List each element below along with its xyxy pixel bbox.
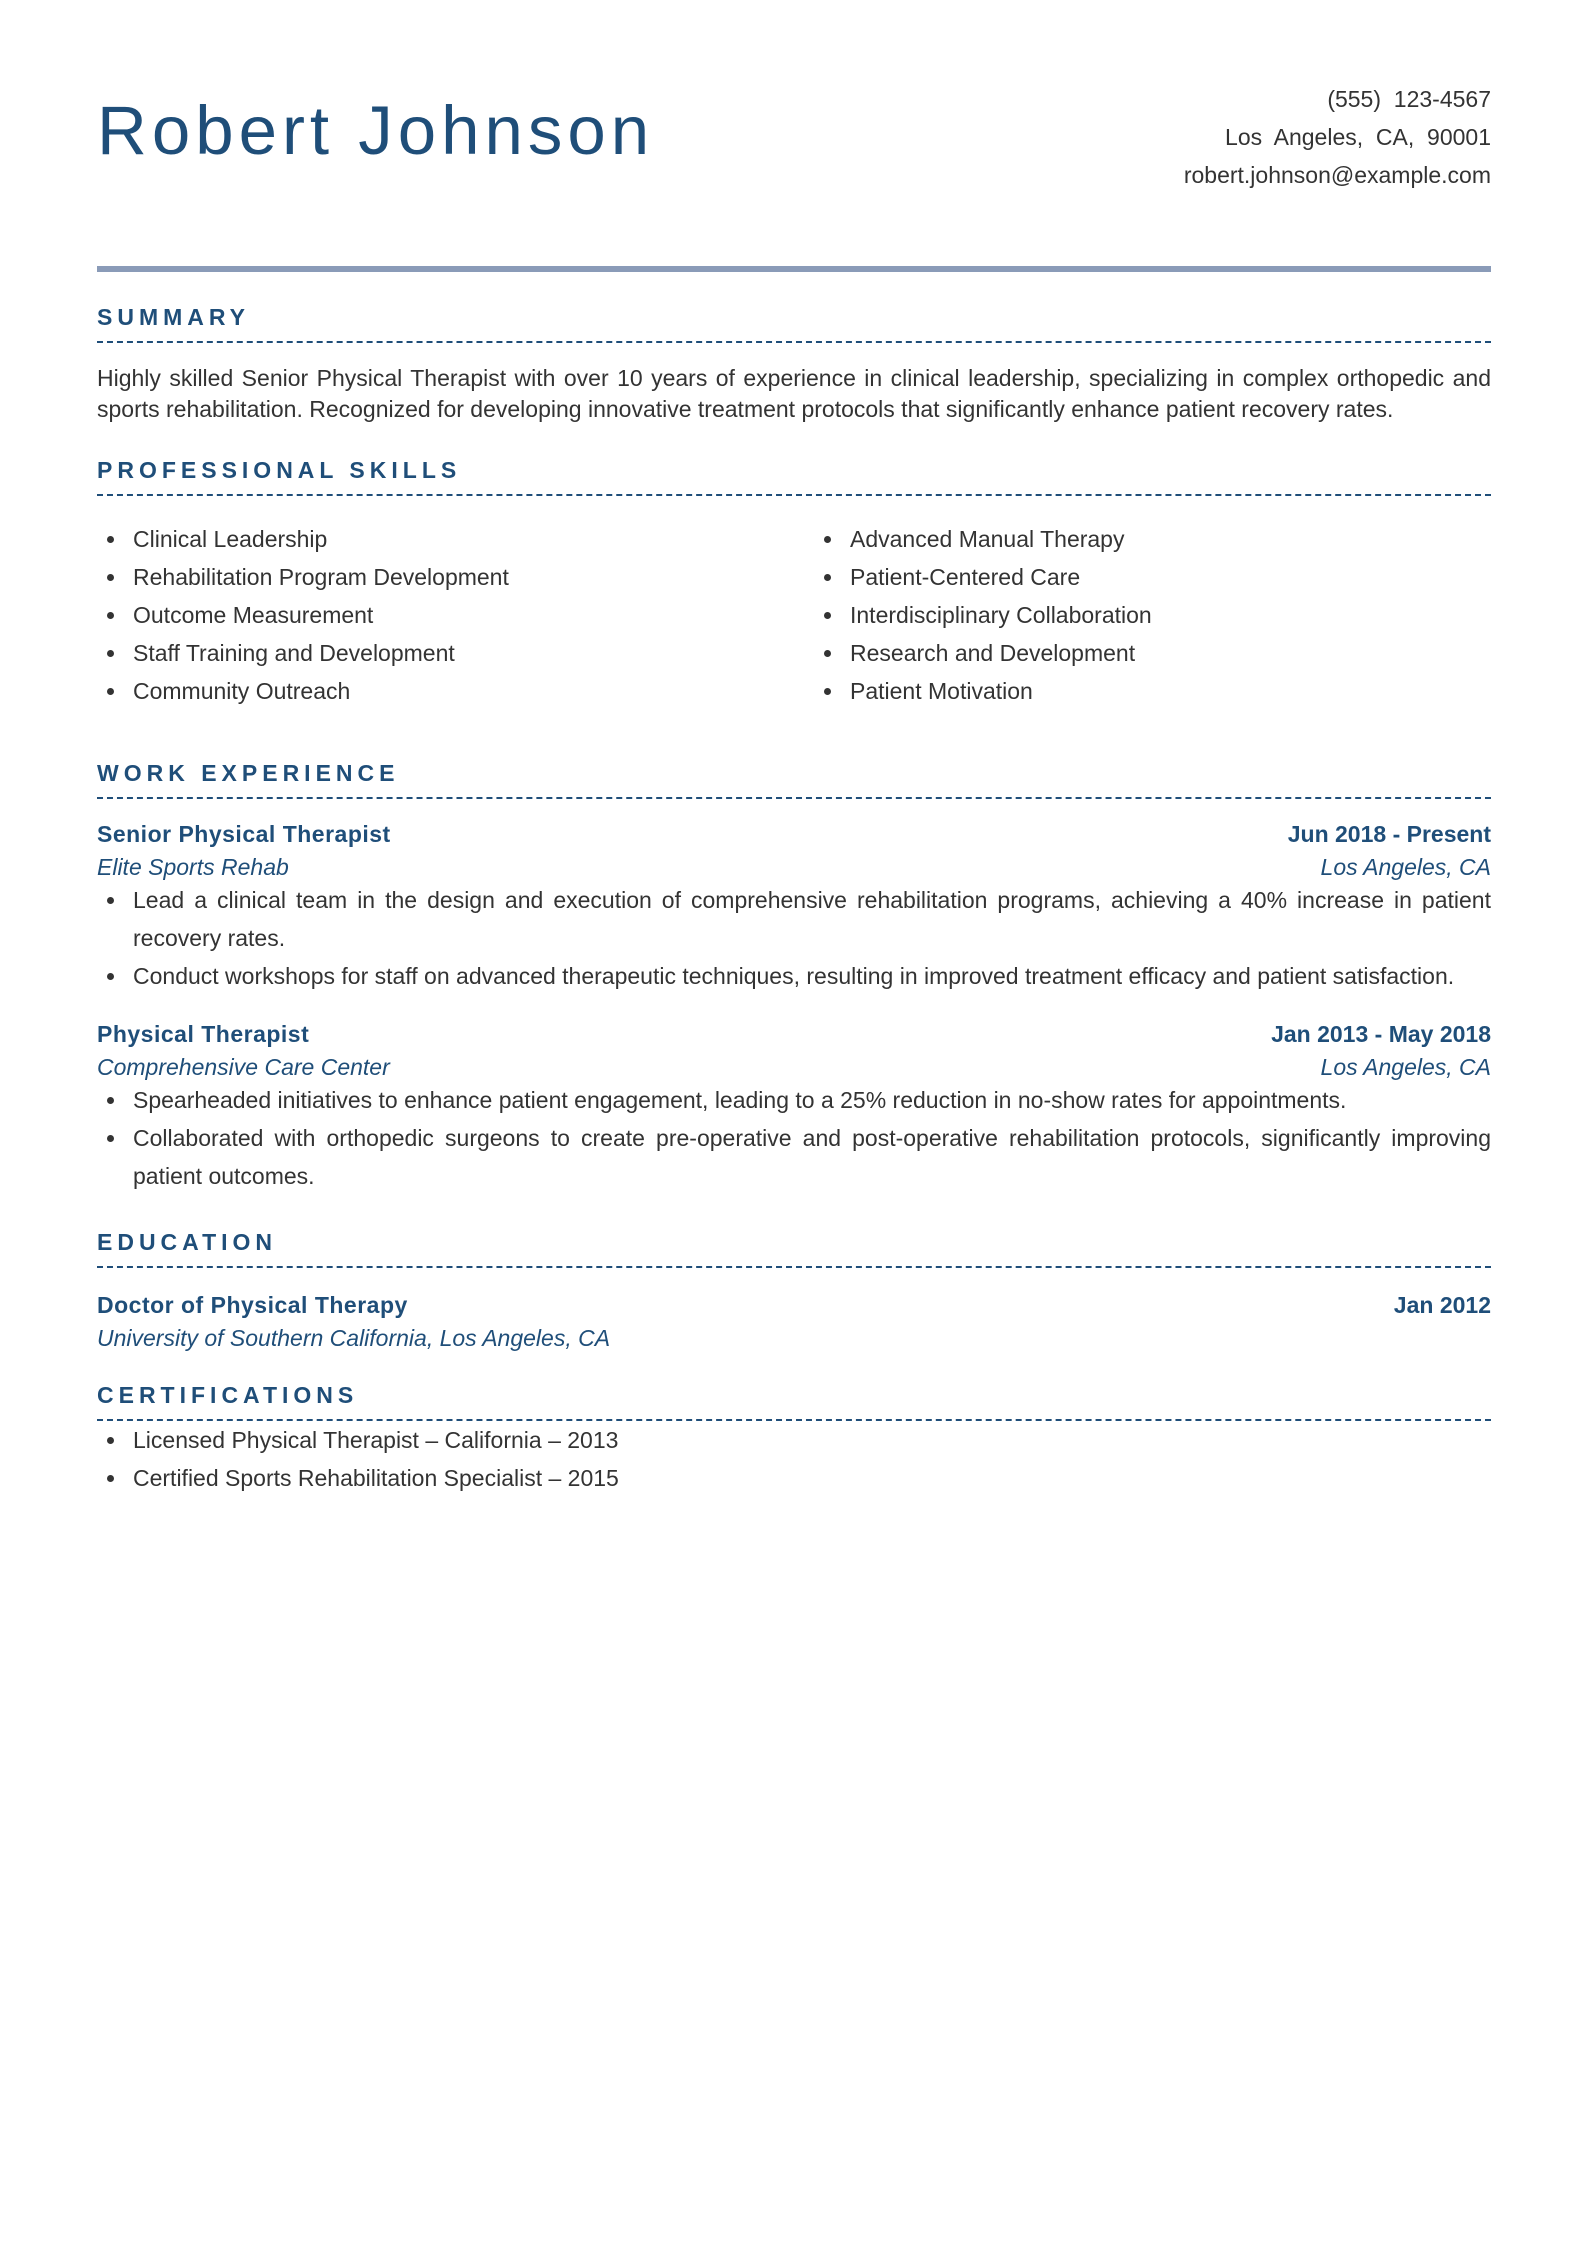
job-header (97, 1021, 1491, 1048)
job-entry (97, 1021, 1491, 1195)
school: University of Southern California, Los Angeles, CA (97, 1325, 611, 1351)
job-bullets (97, 881, 1491, 995)
section-title-summary: SUMMARY (97, 304, 1491, 343)
job-dates: Jan 2013 - May 2018 (1271, 1021, 1491, 1047)
section-title-education: EDUCATION (97, 1229, 1491, 1268)
education-date: Jan 2012 (1393, 1292, 1491, 1318)
job-title: Physical Therapist (97, 1021, 310, 1047)
education-subheader (97, 1325, 1491, 1352)
contact-block (1184, 80, 1491, 194)
list-item: Patient Motivation (814, 672, 1491, 710)
list-item: Patient-Centered Care (814, 558, 1491, 596)
list-item: Certified Sports Rehabilitation Specialist – 2015 (97, 1459, 1491, 1497)
skills-grid (97, 520, 1491, 710)
education-entry (97, 1292, 1491, 1352)
resume-header (97, 80, 1491, 266)
skills-list-left (97, 520, 774, 710)
list-item: Research and Development (814, 634, 1491, 672)
degree: Doctor of Physical Therapy (97, 1292, 408, 1318)
phone: (555) 123-4567 (1327, 86, 1491, 112)
summary-text: Highly skilled Senior Physical Therapist with over 10 years of experience in clinical leadership, specializing in complex orthopedic and sports rehabilitation. Recognized for developing innovative treatment protocols that significantly enhance patient recovery rates. (97, 365, 1491, 422)
job-subheader (97, 854, 1491, 881)
list-item: Advanced Manual Therapy (814, 520, 1491, 558)
list-item: Spearheaded initiatives to enhance patient engagement, leading to a 25% reduction in no-show rates for appointments. (97, 1081, 1491, 1119)
section-title-certifications: CERTIFICATIONS (97, 1382, 1491, 1421)
job-dates: Jun 2018 - Present (1287, 821, 1491, 847)
list-item: Rehabilitation Program Development (97, 558, 774, 596)
list-item: Lead a clinical team in the design and execution of comprehensive rehabilitation programs, achieving a 40% increase in patient recovery rates. (97, 881, 1491, 957)
list-item: Staff Training and Development (97, 634, 774, 672)
job-subheader (97, 1054, 1491, 1081)
job-organization: Comprehensive Care Center (97, 1054, 390, 1080)
header-divider (97, 266, 1491, 272)
job-location: Los Angeles, CA (1320, 854, 1491, 880)
skills-list-right (814, 520, 1491, 710)
job-title: Senior Physical Therapist (97, 821, 391, 847)
job-entry (97, 821, 1491, 995)
section-title-skills: PROFESSIONAL SKILLS (97, 457, 1491, 496)
list-item: Community Outreach (97, 672, 774, 710)
list-item: Clinical Leadership (97, 520, 774, 558)
list-item: Licensed Physical Therapist – California – 2013 (97, 1421, 1491, 1459)
candidate-name: Robert Johnson (97, 92, 655, 169)
job-location: Los Angeles, CA (1320, 1054, 1491, 1080)
list-item: Interdisciplinary Collaboration (814, 596, 1491, 634)
job-organization: Elite Sports Rehab (97, 854, 289, 880)
list-item: Outcome Measurement (97, 596, 774, 634)
email: robert.johnson@example.com (1183, 162, 1491, 188)
job-bullets (97, 1081, 1491, 1195)
section-title-experience: WORK EXPERIENCE (97, 760, 1491, 799)
location: Los Angeles, CA, 90001 (1225, 124, 1491, 150)
certifications-list (97, 1421, 1491, 1497)
job-header (97, 821, 1491, 848)
education-header (97, 1292, 1491, 1319)
list-item: Collaborated with orthopedic surgeons to create pre-operative and post-operative rehabilitation protocols, significantly improving patient outcomes. (97, 1119, 1491, 1195)
list-item: Conduct workshops for staff on advanced therapeutic techniques, resulting in improved treatment efficacy and patient satisfaction. (97, 957, 1491, 995)
